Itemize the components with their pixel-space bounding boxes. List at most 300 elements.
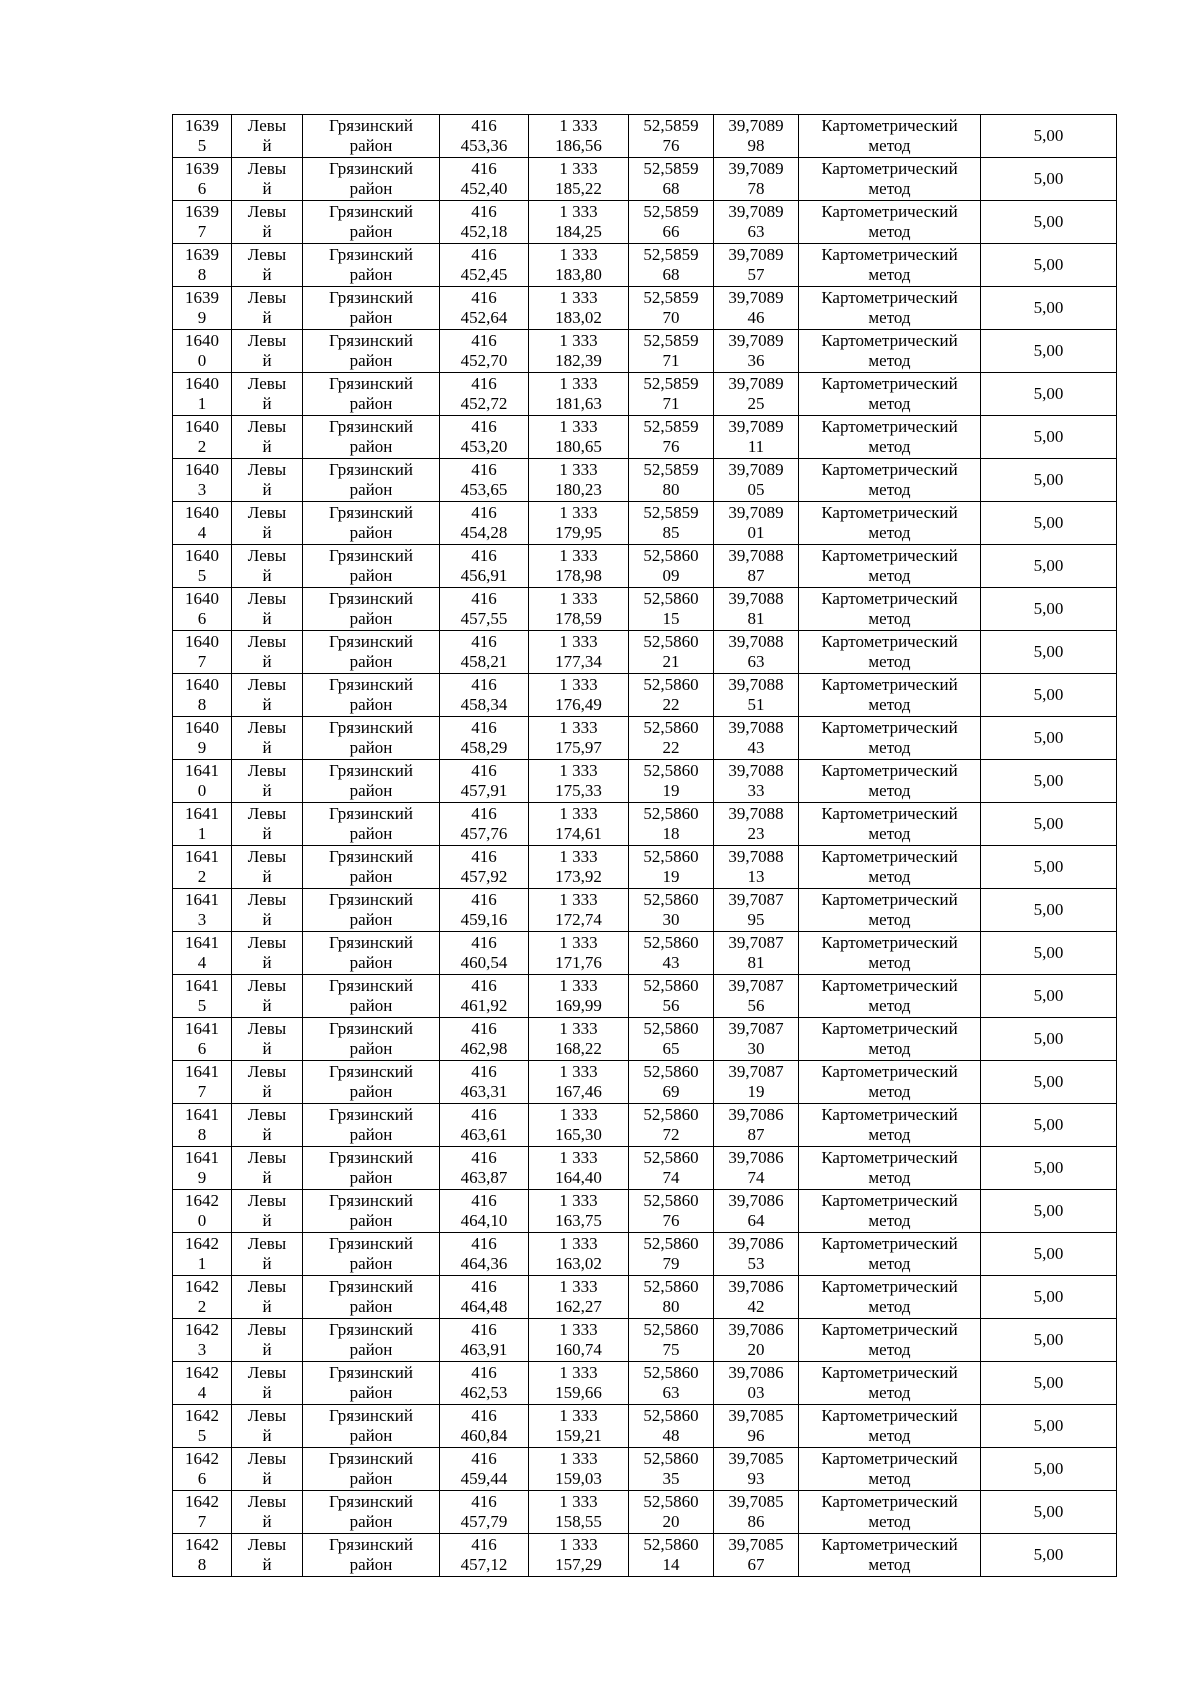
- y-coordinate-cell-line-2: 158,55: [555, 1512, 602, 1531]
- y-coordinate-cell-line-1: 1 333: [559, 288, 598, 307]
- longitude-cell-line-1: 39,7089: [728, 460, 784, 479]
- point-number-cell: [173, 115, 232, 158]
- table-row: [173, 975, 1117, 1018]
- accuracy-cell: 5,00: [981, 1319, 1117, 1362]
- bank-side-cell: [232, 1061, 303, 1104]
- accuracy-cell: 5,00: [981, 373, 1117, 416]
- bank-side-cell: [232, 674, 303, 717]
- x-coordinate-cell-line-1: 416: [471, 1148, 497, 1167]
- longitude-cell-line-2: 46: [747, 308, 765, 327]
- bank-side-cell-line-2: й: [262, 523, 272, 542]
- latitude-cell: [629, 1276, 714, 1319]
- longitude-cell-line-1: 39,7086: [728, 1105, 784, 1124]
- bank-side-cell-line-2: й: [262, 394, 272, 413]
- y-coordinate-cell: [529, 1190, 629, 1233]
- longitude-cell: [714, 330, 799, 373]
- y-coordinate-cell-line-1: 1 333: [559, 374, 598, 393]
- district-cell-line-2: район: [349, 1512, 393, 1531]
- longitude-cell-line-2: 56: [747, 996, 765, 1015]
- bank-side-cell: [232, 115, 303, 158]
- accuracy-cell: 5,00: [981, 201, 1117, 244]
- district-cell-line-2: район: [349, 265, 393, 284]
- district-cell-line-1: Грязинский: [329, 890, 413, 909]
- bank-side-cell-line-1: Левы: [247, 1105, 287, 1124]
- longitude-cell: [714, 545, 799, 588]
- point-number-cell: [173, 846, 232, 889]
- x-coordinate-cell-line-2: 452,70: [460, 351, 508, 370]
- y-coordinate-cell-line-1: 1 333: [559, 1406, 598, 1425]
- point-number-cell-line-1: 1641: [185, 847, 219, 866]
- y-coordinate-cell-line-1: 1 333: [559, 331, 598, 350]
- method-cell-line-1: Картометрический: [821, 890, 958, 909]
- table-row: [173, 115, 1117, 158]
- x-coordinate-cell-line-2: 457,76: [460, 824, 508, 843]
- method-cell-line-1: Картометрический: [821, 202, 958, 221]
- table-row: [173, 287, 1117, 330]
- y-coordinate-cell: [529, 889, 629, 932]
- x-coordinate-cell-line-1: 416: [471, 632, 497, 651]
- bank-side-cell-line-2: й: [262, 1469, 272, 1488]
- y-coordinate-cell-line-1: 1 333: [559, 460, 598, 479]
- x-coordinate-cell: [440, 674, 529, 717]
- x-coordinate-cell: [440, 416, 529, 459]
- table-row: [173, 1018, 1117, 1061]
- y-coordinate-cell-line-2: 159,21: [555, 1426, 602, 1445]
- bank-side-cell: [232, 889, 303, 932]
- latitude-cell-line-1: 52,5860: [643, 1449, 699, 1468]
- district-cell-line-2: район: [349, 437, 393, 456]
- longitude-cell: [714, 932, 799, 975]
- latitude-cell-line-1: 52,5859: [643, 159, 699, 178]
- latitude-cell-line-1: 52,5860: [643, 675, 699, 694]
- accuracy-cell: 5,00: [981, 459, 1117, 502]
- longitude-cell: [714, 1233, 799, 1276]
- y-coordinate-cell: [529, 1061, 629, 1104]
- y-coordinate-cell-line-2: 185,22: [555, 179, 602, 198]
- latitude-cell: [629, 502, 714, 545]
- method-cell-line-1: Картометрический: [821, 847, 958, 866]
- latitude-cell-line-2: 72: [662, 1125, 680, 1144]
- bank-side-cell: [232, 760, 303, 803]
- latitude-cell-line-1: 52,5860: [643, 1105, 699, 1124]
- method-cell-line-2: метод: [868, 1254, 911, 1273]
- district-cell-line-2: район: [349, 867, 393, 886]
- district-cell-line-2: район: [349, 523, 393, 542]
- y-coordinate-cell: [529, 201, 629, 244]
- x-coordinate-cell-line-2: 453,36: [460, 136, 508, 155]
- longitude-cell: [714, 803, 799, 846]
- district-cell-line-1: Грязинский: [329, 288, 413, 307]
- accuracy-cell: 5,00: [981, 244, 1117, 287]
- y-coordinate-cell-line-1: 1 333: [559, 589, 598, 608]
- district-cell: [303, 803, 440, 846]
- point-number-cell-line-2: 9: [197, 1168, 207, 1187]
- latitude-cell-line-2: 71: [662, 351, 680, 370]
- district-cell: [303, 674, 440, 717]
- bank-side-cell-line-2: й: [262, 1383, 272, 1402]
- accuracy-cell: 5,00: [981, 1362, 1117, 1405]
- district-cell-line-1: Грязинский: [329, 1492, 413, 1511]
- method-cell-line-2: метод: [868, 1469, 911, 1488]
- district-cell-line-1: Грязинский: [329, 761, 413, 780]
- x-coordinate-cell: [440, 1233, 529, 1276]
- latitude-cell: [629, 287, 714, 330]
- longitude-cell-line-2: 63: [747, 222, 765, 241]
- y-coordinate-cell-line-1: 1 333: [559, 761, 598, 780]
- point-number-cell-line-2: 7: [197, 222, 207, 241]
- method-cell-line-1: Картометрический: [821, 1406, 958, 1425]
- table-row: [173, 502, 1117, 545]
- y-coordinate-cell-line-2: 167,46: [555, 1082, 602, 1101]
- longitude-cell-line-2: 05: [747, 480, 765, 499]
- y-coordinate-cell-line-2: 159,66: [555, 1383, 602, 1402]
- longitude-cell-line-2: 25: [747, 394, 765, 413]
- bank-side-cell-line-2: й: [262, 1211, 272, 1230]
- x-coordinate-cell-line-2: 456,91: [460, 566, 508, 585]
- y-coordinate-cell-line-2: 171,76: [555, 953, 602, 972]
- longitude-cell-line-2: 01: [747, 523, 765, 542]
- method-cell-line-2: метод: [868, 781, 911, 800]
- latitude-cell: [629, 416, 714, 459]
- x-coordinate-cell-line-2: 461,92: [460, 996, 508, 1015]
- point-number-cell-line-2: 5: [197, 566, 207, 585]
- longitude-cell: [714, 1147, 799, 1190]
- latitude-cell-line-1: 52,5860: [643, 976, 699, 995]
- x-coordinate-cell: [440, 1147, 529, 1190]
- point-number-cell-line-2: 3: [197, 1340, 207, 1359]
- bank-side-cell-line-2: й: [262, 1082, 272, 1101]
- y-coordinate-cell: [529, 244, 629, 287]
- y-coordinate-cell: [529, 1233, 629, 1276]
- table-row: [173, 330, 1117, 373]
- longitude-cell-line-1: 39,7089: [728, 202, 784, 221]
- latitude-cell: [629, 330, 714, 373]
- method-cell: [799, 1190, 981, 1233]
- point-number-cell: [173, 1018, 232, 1061]
- y-coordinate-cell-line-1: 1 333: [559, 933, 598, 952]
- longitude-cell-line-2: 81: [747, 953, 765, 972]
- table-row: [173, 1448, 1117, 1491]
- y-coordinate-cell-line-1: 1 333: [559, 976, 598, 995]
- district-cell: [303, 1448, 440, 1491]
- longitude-cell-line-1: 39,7087: [728, 890, 784, 909]
- district-cell-line-2: район: [349, 738, 393, 757]
- method-cell: [799, 975, 981, 1018]
- method-cell-line-1: Картометрический: [821, 933, 958, 952]
- point-number-cell: [173, 1190, 232, 1233]
- method-cell-line-1: Картометрический: [821, 1148, 958, 1167]
- x-coordinate-cell-line-2: 463,91: [460, 1340, 508, 1359]
- method-cell: [799, 1018, 981, 1061]
- latitude-cell: [629, 1061, 714, 1104]
- y-coordinate-cell: [529, 846, 629, 889]
- point-number-cell: [173, 502, 232, 545]
- bank-side-cell-line-1: Левы: [247, 1277, 287, 1296]
- bank-side-cell-line-1: Левы: [247, 718, 287, 737]
- x-coordinate-cell: [440, 115, 529, 158]
- district-cell: [303, 158, 440, 201]
- district-cell: [303, 1491, 440, 1534]
- x-coordinate-cell: [440, 846, 529, 889]
- x-coordinate-cell-line-1: 416: [471, 1234, 497, 1253]
- longitude-cell-line-1: 39,7087: [728, 933, 784, 952]
- longitude-cell: [714, 459, 799, 502]
- district-cell: [303, 330, 440, 373]
- table-row: [173, 244, 1117, 287]
- method-cell-line-1: Картометрический: [821, 546, 958, 565]
- longitude-cell: [714, 1061, 799, 1104]
- method-cell-line-2: метод: [868, 1297, 911, 1316]
- latitude-cell-line-1: 52,5860: [643, 1191, 699, 1210]
- method-cell-line-1: Картометрический: [821, 1277, 958, 1296]
- latitude-cell-line-1: 52,5860: [643, 1492, 699, 1511]
- y-coordinate-cell: [529, 631, 629, 674]
- bank-side-cell: [232, 803, 303, 846]
- point-number-cell: [173, 674, 232, 717]
- district-cell-line-1: Грязинский: [329, 718, 413, 737]
- district-cell-line-2: район: [349, 222, 393, 241]
- latitude-cell-line-1: 52,5859: [643, 288, 699, 307]
- method-cell-line-1: Картометрический: [821, 761, 958, 780]
- method-cell: [799, 717, 981, 760]
- bank-side-cell-line-1: Левы: [247, 1449, 287, 1468]
- district-cell-line-1: Грязинский: [329, 1148, 413, 1167]
- accuracy-cell: 5,00: [981, 1405, 1117, 1448]
- x-coordinate-cell-line-1: 416: [471, 331, 497, 350]
- longitude-cell-line-1: 39,7089: [728, 374, 784, 393]
- method-cell-line-2: метод: [868, 996, 911, 1015]
- method-cell-line-1: Картометрический: [821, 976, 958, 995]
- x-coordinate-cell-line-2: 453,20: [460, 437, 508, 456]
- table-row: [173, 588, 1117, 631]
- x-coordinate-cell-line-2: 457,91: [460, 781, 508, 800]
- bank-side-cell-line-1: Левы: [247, 1019, 287, 1038]
- y-coordinate-cell-line-2: 157,29: [555, 1555, 602, 1574]
- point-number-cell-line-1: 1640: [185, 503, 219, 522]
- accuracy-cell: 5,00: [981, 330, 1117, 373]
- method-cell: [799, 1405, 981, 1448]
- district-cell: [303, 717, 440, 760]
- latitude-cell: [629, 975, 714, 1018]
- method-cell-line-2: метод: [868, 1168, 911, 1187]
- longitude-cell: [714, 158, 799, 201]
- longitude-cell-line-1: 39,7087: [728, 1019, 784, 1038]
- accuracy-cell: 5,00: [981, 674, 1117, 717]
- longitude-cell-line-1: 39,7086: [728, 1191, 784, 1210]
- longitude-cell-line-2: 67: [747, 1555, 765, 1574]
- bank-side-cell-line-1: Левы: [247, 589, 287, 608]
- district-cell: [303, 1405, 440, 1448]
- longitude-cell-line-1: 39,7089: [728, 503, 784, 522]
- latitude-cell-line-2: 43: [662, 953, 680, 972]
- district-cell-line-2: район: [349, 1211, 393, 1230]
- point-number-cell-line-2: 6: [197, 609, 207, 628]
- latitude-cell-line-2: 68: [662, 179, 680, 198]
- x-coordinate-cell-line-2: 464,48: [460, 1297, 508, 1316]
- district-cell-line-2: район: [349, 1254, 393, 1273]
- latitude-cell-line-2: 19: [662, 781, 680, 800]
- point-number-cell-line-2: 9: [197, 308, 207, 327]
- table-row: [173, 1276, 1117, 1319]
- point-number-cell: [173, 158, 232, 201]
- accuracy-cell: 5,00: [981, 932, 1117, 975]
- method-cell-line-1: Картометрический: [821, 1062, 958, 1081]
- method-cell: [799, 1534, 981, 1577]
- method-cell-line-2: метод: [868, 136, 911, 155]
- bank-side-cell: [232, 932, 303, 975]
- y-coordinate-cell-line-2: 178,59: [555, 609, 602, 628]
- latitude-cell-line-1: 52,5860: [643, 804, 699, 823]
- point-number-cell-line-1: 1639: [185, 288, 219, 307]
- bank-side-cell: [232, 1147, 303, 1190]
- latitude-cell: [629, 1233, 714, 1276]
- method-cell: [799, 459, 981, 502]
- table-row: [173, 1534, 1117, 1577]
- longitude-cell-line-2: 74: [747, 1168, 765, 1187]
- x-coordinate-cell: [440, 244, 529, 287]
- y-coordinate-cell-line-1: 1 333: [559, 1363, 598, 1382]
- latitude-cell-line-1: 52,5859: [643, 460, 699, 479]
- x-coordinate-cell-line-2: 463,31: [460, 1082, 508, 1101]
- accuracy-cell: 5,00: [981, 1061, 1117, 1104]
- bank-side-cell-line-2: й: [262, 953, 272, 972]
- district-cell: [303, 760, 440, 803]
- bank-side-cell: [232, 1405, 303, 1448]
- point-number-cell-line-2: 7: [197, 1082, 207, 1101]
- bank-side-cell-line-2: й: [262, 1297, 272, 1316]
- longitude-cell-line-1: 39,7088: [728, 718, 784, 737]
- x-coordinate-cell: [440, 459, 529, 502]
- longitude-cell-line-2: 19: [747, 1082, 765, 1101]
- latitude-cell-line-1: 52,5860: [643, 1148, 699, 1167]
- latitude-cell-line-2: 65: [662, 1039, 680, 1058]
- bank-side-cell-line-2: й: [262, 824, 272, 843]
- bank-side-cell-line-1: Левы: [247, 804, 287, 823]
- x-coordinate-cell-line-2: 458,34: [460, 695, 508, 714]
- bank-side-cell: [232, 1319, 303, 1362]
- y-coordinate-cell: [529, 1448, 629, 1491]
- y-coordinate-cell-line-2: 175,97: [555, 738, 602, 757]
- longitude-cell-line-2: 93: [747, 1469, 765, 1488]
- point-number-cell: [173, 1233, 232, 1276]
- x-coordinate-cell-line-2: 459,44: [460, 1469, 508, 1488]
- bank-side-cell: [232, 717, 303, 760]
- method-cell: [799, 502, 981, 545]
- bank-side-cell: [232, 416, 303, 459]
- y-coordinate-cell-line-2: 162,27: [555, 1297, 602, 1316]
- method-cell-line-2: метод: [868, 652, 911, 671]
- x-coordinate-cell-line-1: 416: [471, 1320, 497, 1339]
- y-coordinate-cell-line-2: 184,25: [555, 222, 602, 241]
- longitude-cell-line-2: 95: [747, 910, 765, 929]
- accuracy-cell: 5,00: [981, 889, 1117, 932]
- table-row: [173, 373, 1117, 416]
- district-cell: [303, 1362, 440, 1405]
- latitude-cell-line-1: 52,5860: [643, 1535, 699, 1554]
- district-cell-line-1: Грязинский: [329, 1449, 413, 1468]
- longitude-cell-line-2: 13: [747, 867, 765, 886]
- district-cell: [303, 201, 440, 244]
- longitude-cell-line-2: 86: [747, 1512, 765, 1531]
- method-cell-line-1: Картометрический: [821, 1492, 958, 1511]
- latitude-cell: [629, 115, 714, 158]
- longitude-cell: [714, 975, 799, 1018]
- y-coordinate-cell: [529, 975, 629, 1018]
- bank-side-cell-line-2: й: [262, 910, 272, 929]
- x-coordinate-cell-line-1: 416: [471, 417, 497, 436]
- longitude-cell: [714, 674, 799, 717]
- longitude-cell: [714, 631, 799, 674]
- y-coordinate-cell-line-1: 1 333: [559, 1449, 598, 1468]
- method-cell: [799, 244, 981, 287]
- point-number-cell-line-2: 2: [197, 1297, 207, 1316]
- district-cell-line-2: район: [349, 953, 393, 972]
- bank-side-cell-line-1: Левы: [247, 1535, 287, 1554]
- table-row: [173, 631, 1117, 674]
- point-number-cell-line-1: 1639: [185, 116, 219, 135]
- method-cell: [799, 588, 981, 631]
- y-coordinate-cell-line-2: 180,65: [555, 437, 602, 456]
- point-number-cell-line-1: 1641: [185, 761, 219, 780]
- y-coordinate-cell-line-2: 163,75: [555, 1211, 602, 1230]
- district-cell-line-2: район: [349, 179, 393, 198]
- x-coordinate-cell-line-1: 416: [471, 1277, 497, 1296]
- longitude-cell: [714, 588, 799, 631]
- bank-side-cell-line-1: Левы: [247, 245, 287, 264]
- latitude-cell-line-1: 52,5860: [643, 1019, 699, 1038]
- y-coordinate-cell: [529, 1018, 629, 1061]
- x-coordinate-cell-line-1: 416: [471, 546, 497, 565]
- accuracy-cell: 5,00: [981, 287, 1117, 330]
- bank-side-cell-line-1: Левы: [247, 546, 287, 565]
- district-cell-line-1: Грязинский: [329, 1535, 413, 1554]
- point-number-cell-line-2: 3: [197, 480, 207, 499]
- latitude-cell-line-1: 52,5860: [643, 1277, 699, 1296]
- point-number-cell: [173, 588, 232, 631]
- latitude-cell-line-2: 48: [662, 1426, 680, 1445]
- latitude-cell-line-1: 52,5860: [643, 718, 699, 737]
- method-cell-line-1: Картометрический: [821, 632, 958, 651]
- point-number-cell-line-2: 8: [197, 695, 207, 714]
- district-cell-line-2: район: [349, 136, 393, 155]
- accuracy-cell: 5,00: [981, 803, 1117, 846]
- y-coordinate-cell-line-2: 182,39: [555, 351, 602, 370]
- district-cell-line-2: район: [349, 1383, 393, 1402]
- latitude-cell: [629, 1190, 714, 1233]
- bank-side-cell: [232, 287, 303, 330]
- x-coordinate-cell-line-1: 416: [471, 159, 497, 178]
- bank-side-cell-line-2: й: [262, 1512, 272, 1531]
- method-cell-line-1: Картометрический: [821, 1105, 958, 1124]
- point-number-cell-line-1: 1642: [185, 1363, 219, 1382]
- y-coordinate-cell: [529, 674, 629, 717]
- method-cell-line-2: метод: [868, 222, 911, 241]
- district-cell-line-1: Грязинский: [329, 374, 413, 393]
- latitude-cell-line-1: 52,5860: [643, 1234, 699, 1253]
- point-number-cell: [173, 1104, 232, 1147]
- point-number-cell-line-2: 1: [197, 394, 207, 413]
- district-cell: [303, 502, 440, 545]
- longitude-cell: [714, 846, 799, 889]
- longitude-cell-line-1: 39,7089: [728, 245, 784, 264]
- y-coordinate-cell: [529, 373, 629, 416]
- longitude-cell-line-1: 39,7089: [728, 288, 784, 307]
- x-coordinate-cell: [440, 588, 529, 631]
- table-row: [173, 1147, 1117, 1190]
- bank-side-cell-line-2: й: [262, 652, 272, 671]
- longitude-cell: [714, 1104, 799, 1147]
- point-number-cell-line-1: 1642: [185, 1535, 219, 1554]
